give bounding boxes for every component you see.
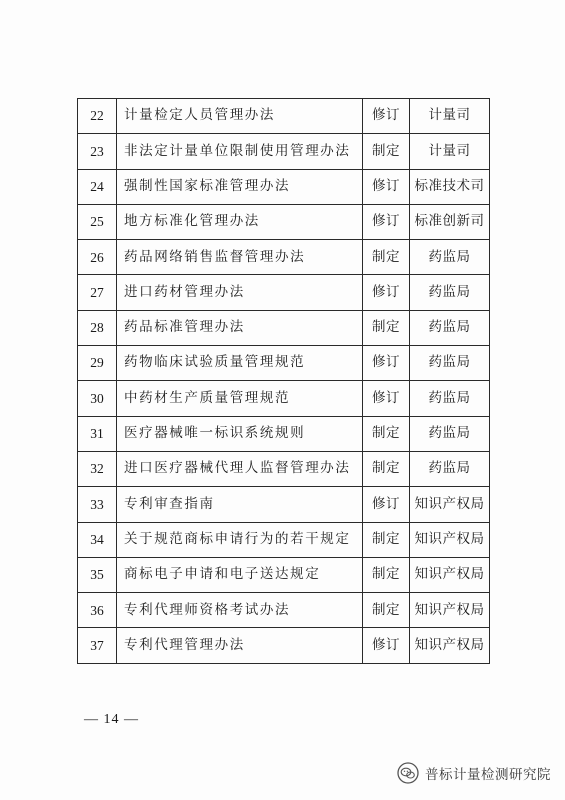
table-row [78,204,490,239]
revision-type: 修订 [363,169,410,204]
table-row [78,310,490,345]
table-row [78,134,490,169]
row-number: 28 [78,310,117,345]
regulation-name: 商标电子申请和电子送达规定 [117,557,363,592]
regulation-name: 进口药材管理办法 [117,275,363,310]
responsible-department: 药监局 [410,275,490,310]
revision-type: 制定 [363,593,410,628]
regulation-name: 药品标准管理办法 [117,310,363,345]
responsible-department: 标准技术司 [410,169,490,204]
regulation-name: 药品网络销售监督管理办法 [117,240,363,275]
regulation-name: 药物临床试验质量管理规范 [117,346,363,381]
revision-type: 修订 [363,346,410,381]
regulation-name: 中药材生产质量管理规范 [117,381,363,416]
row-number: 35 [78,557,117,592]
regulation-table [77,98,490,664]
table-row [78,275,490,310]
revision-type: 修订 [363,628,410,663]
revision-type: 制定 [363,416,410,451]
watermark [397,762,551,784]
regulation-table-body [78,99,490,664]
row-number: 26 [78,240,117,275]
responsible-department: 知识产权局 [410,593,490,628]
table-row [78,593,490,628]
row-number: 27 [78,275,117,310]
responsible-department: 知识产权局 [410,487,490,522]
row-number: 37 [78,628,117,663]
table-row [78,522,490,557]
responsible-department: 药监局 [410,240,490,275]
regulation-name: 地方标准化管理办法 [117,204,363,239]
row-number: 29 [78,346,117,381]
table-row [78,240,490,275]
table-row [78,99,490,134]
revision-type: 修订 [363,99,410,134]
row-number: 31 [78,416,117,451]
table-row [78,346,490,381]
revision-type: 修订 [363,204,410,239]
row-number: 24 [78,169,117,204]
regulation-name: 关于规范商标申请行为的若干规定 [117,522,363,557]
responsible-department: 药监局 [410,416,490,451]
revision-type: 制定 [363,557,410,592]
revision-type: 制定 [363,310,410,345]
table-row [78,487,490,522]
responsible-department: 知识产权局 [410,522,490,557]
revision-type: 制定 [363,522,410,557]
row-number: 22 [78,99,117,134]
regulation-name: 专利代理管理办法 [117,628,363,663]
revision-type: 制定 [363,451,410,486]
responsible-department: 药监局 [410,346,490,381]
row-number: 33 [78,487,117,522]
row-number: 34 [78,522,117,557]
regulation-name: 专利代理师资格考试办法 [117,593,363,628]
responsible-department: 药监局 [410,381,490,416]
regulation-name: 计量检定人员管理办法 [117,99,363,134]
table-row [78,169,490,204]
table-row [78,557,490,592]
revision-type: 修订 [363,381,410,416]
row-number: 32 [78,451,117,486]
responsible-department: 药监局 [410,451,490,486]
responsible-department: 知识产权局 [410,628,490,663]
table-row [78,381,490,416]
table-row [78,451,490,486]
row-number: 23 [78,134,117,169]
revision-type: 修订 [363,487,410,522]
revision-type: 制定 [363,134,410,169]
responsible-department: 计量司 [410,134,490,169]
wechat-icon [397,762,419,784]
table-row [78,628,490,663]
regulation-name: 医疗器械唯一标识系统规则 [117,416,363,451]
regulation-name: 专利审查指南 [117,487,363,522]
regulation-name: 进口医疗器械代理人监督管理办法 [117,451,363,486]
table-row [78,416,490,451]
responsible-department: 药监局 [410,310,490,345]
responsible-department: 知识产权局 [410,557,490,592]
row-number: 36 [78,593,117,628]
regulation-name: 非法定计量单位限制使用管理办法 [117,134,363,169]
revision-type: 制定 [363,240,410,275]
revision-type: 修订 [363,275,410,310]
regulation-name: 强制性国家标准管理办法 [117,169,363,204]
row-number: 30 [78,381,117,416]
responsible-department: 计量司 [410,99,490,134]
watermark-text: 普标计量检测研究院 [425,767,551,783]
row-number: 25 [78,204,117,239]
page-number: — 14 — [84,712,139,727]
responsible-department: 标准创新司 [410,204,490,239]
